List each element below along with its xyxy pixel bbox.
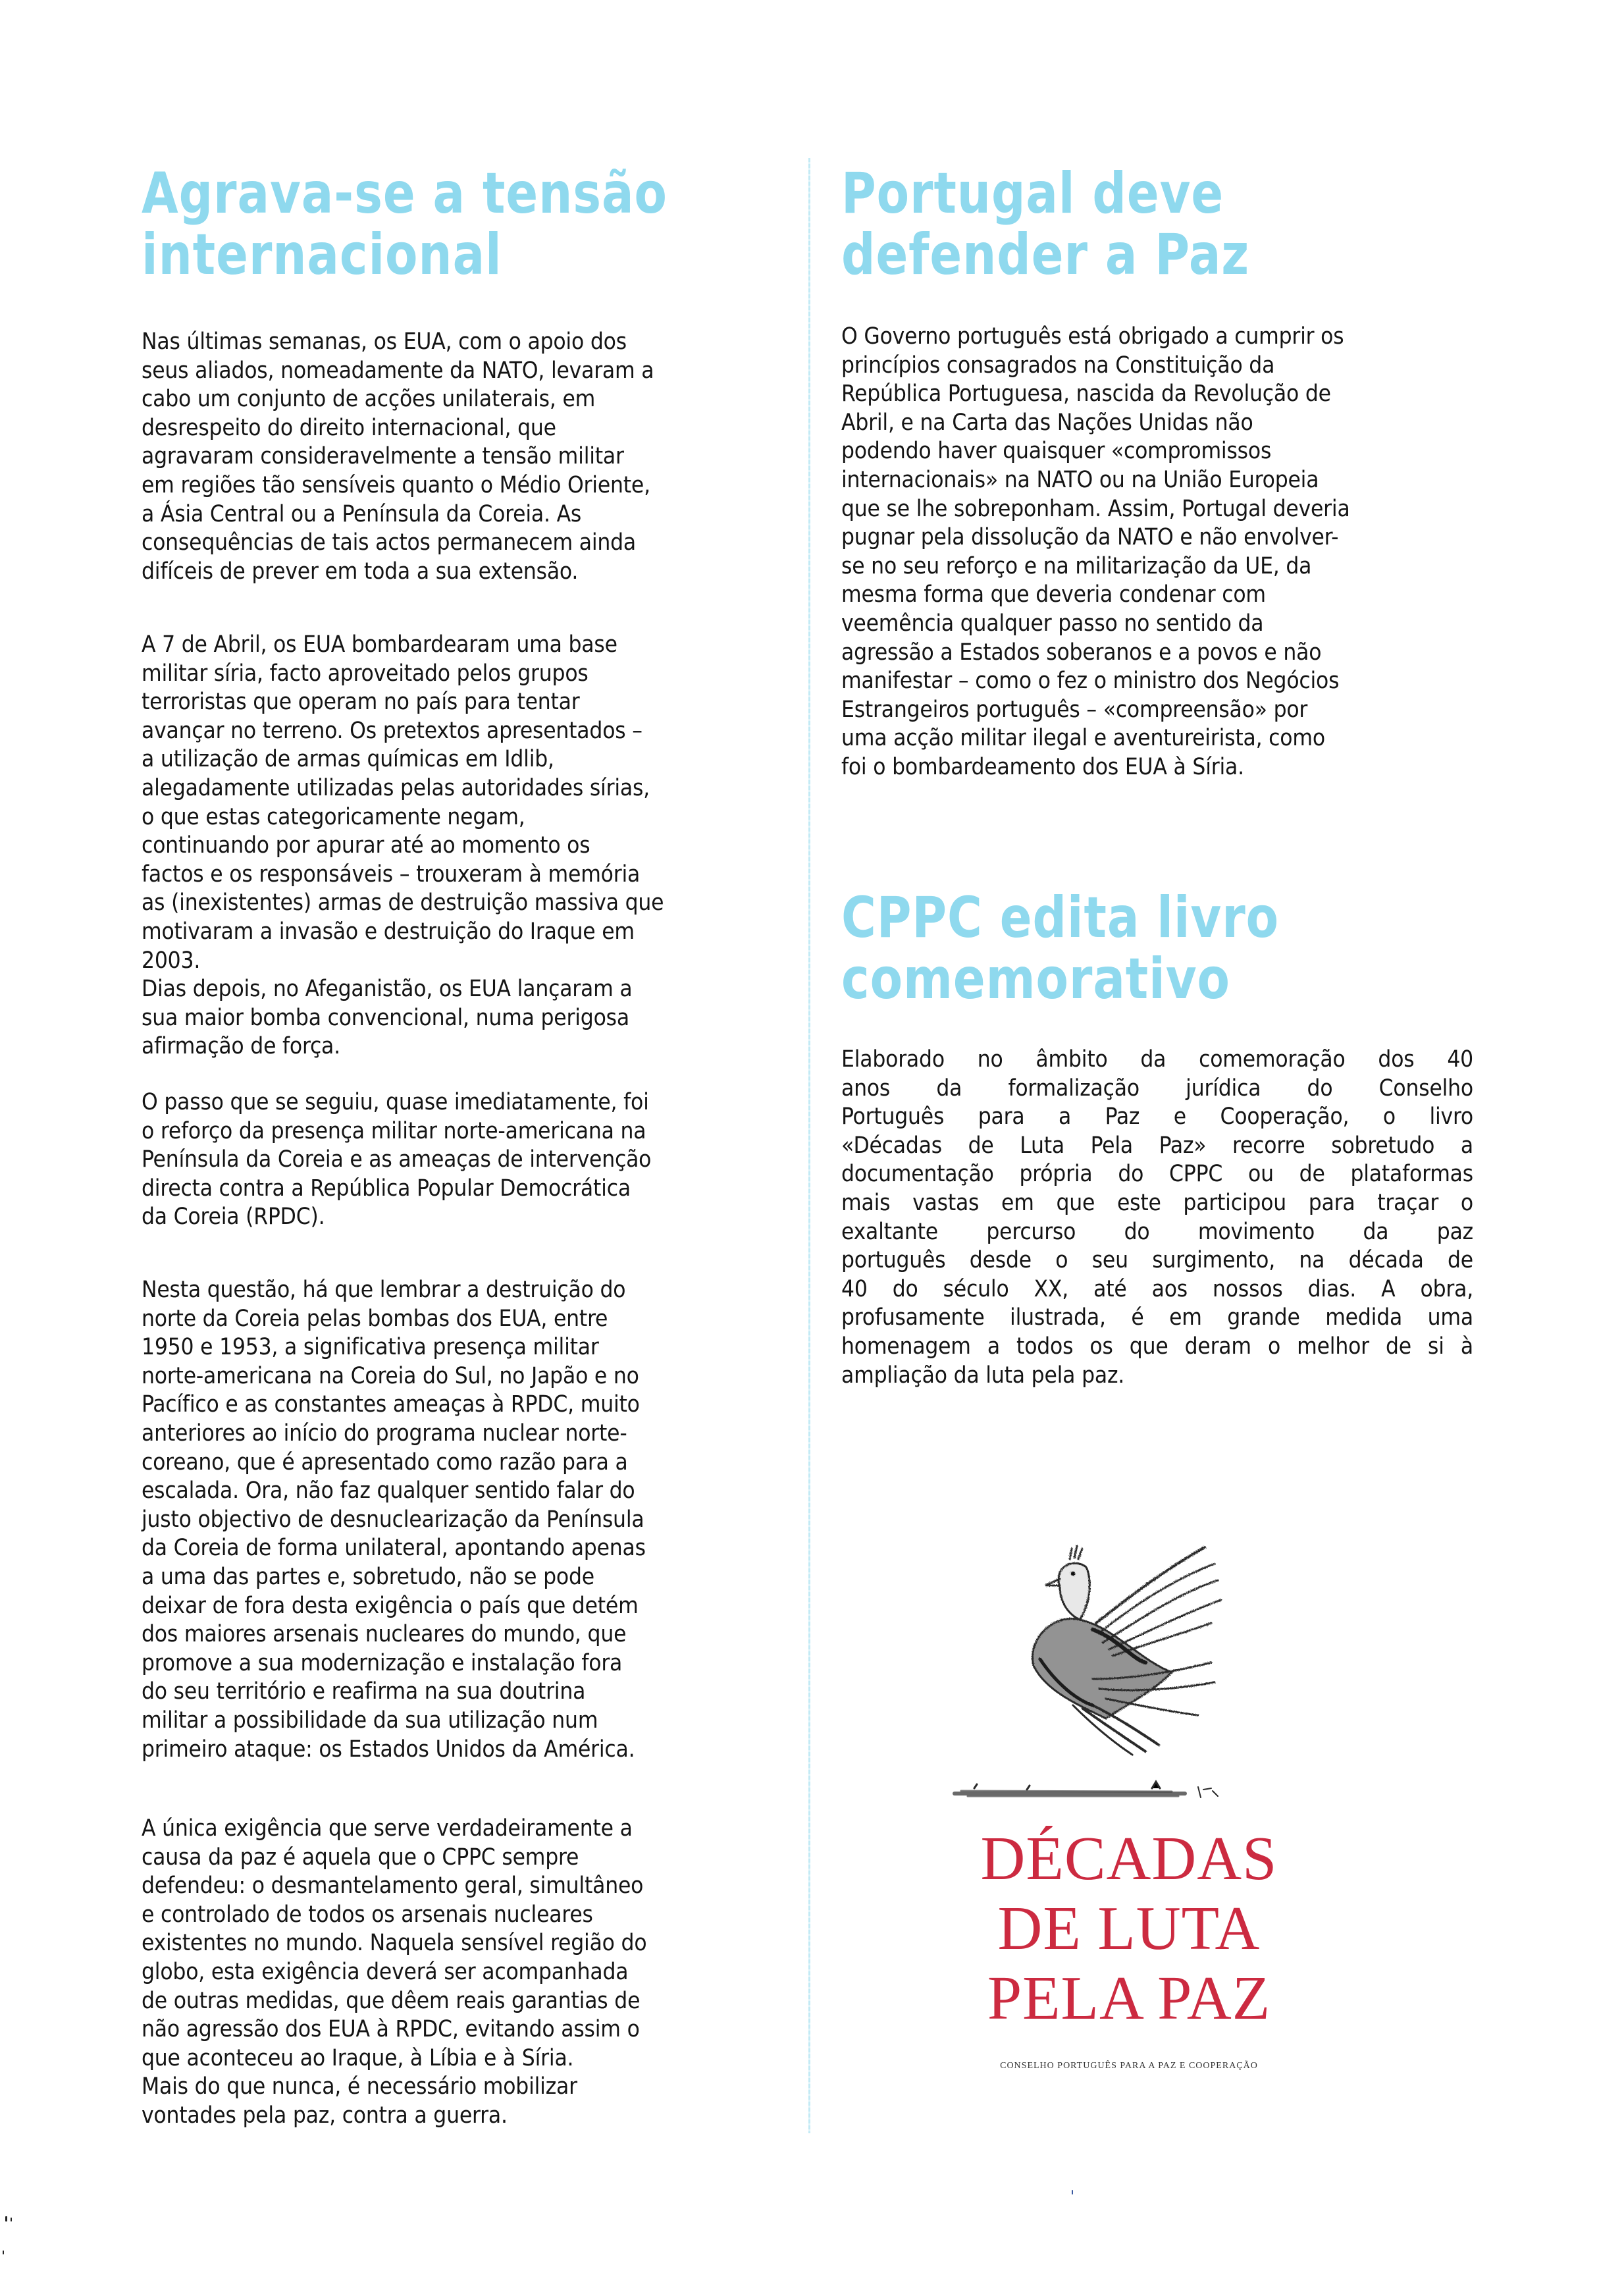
text-line: factos e os responsáveis – trouxeram à memória <box>142 861 641 888</box>
text-line: 1950 e 1953, a significativa presença militar <box>142 1334 599 1361</box>
text-line: causa da paz é aquela que o CPPC sempre <box>142 1844 579 1871</box>
text-line: agressão a Estados soberanos e a povos e não <box>841 639 1322 666</box>
text-line: dos maiores arsenais nucleares do mundo, que <box>142 1621 627 1648</box>
text-line: escalada. Ora, não faz qualquer sentido falar do <box>142 1477 635 1504</box>
text-line: afirmação de força. <box>142 1033 340 1060</box>
headline-line: defender a Paz <box>841 222 1250 288</box>
text-line: consequências de tais actos permanecem ainda <box>142 529 637 556</box>
column-divider <box>808 158 810 2133</box>
text-line: profusamente ilustrada, é em grande medida uma <box>841 1304 1473 1331</box>
text-line: O Governo português está obrigado a cumprir os <box>841 323 1344 350</box>
text-line: podendo haver quaisquer «compromissos <box>841 438 1272 465</box>
text-line: avançar no terreno. Os pretextos apresentados – <box>142 717 642 744</box>
text-line: que se lhe sobreponham. Assim, Portugal deveria <box>841 495 1350 522</box>
text-line: documentação própria do CPPC ou de plataformas <box>841 1161 1473 1188</box>
text-line: anos da formalização jurídica do Conselho <box>841 1075 1473 1102</box>
headline-cppc-edita <box>841 885 1280 1012</box>
book-title-line: PELA PAZ <box>987 1964 1271 2033</box>
text-line: justo objectivo de desnuclearização da Península <box>142 1506 644 1533</box>
text-line: Pacífico e as constantes ameaças à RPDC, muito <box>142 1391 640 1418</box>
text-line: uma acção militar ilegal e aventureirista, como <box>841 725 1325 752</box>
paragraph <box>142 1276 646 1764</box>
text-line: Nas últimas semanas, os EUA, com o apoio dos <box>142 329 627 355</box>
book-title-line: DE LUTA <box>997 1894 1261 1963</box>
text-line: A única exigência que serve verdadeiramente a <box>142 1815 633 1842</box>
text-line: e controlado de todos os arsenais nucleares <box>142 1901 593 1928</box>
text-line: anteriores ao início do programa nuclear norte- <box>142 1420 627 1447</box>
text-line: manifestar – como o fez o ministro dos Negócios <box>841 668 1340 695</box>
text-line: internacionais» na NATO ou na União Europeia <box>841 466 1319 493</box>
text-line: português desde o seu surgimento, na década de <box>841 1247 1473 1274</box>
text-line: desrespeito do direito internacional, que <box>142 414 556 441</box>
paragraph <box>142 1815 646 2131</box>
book-title <box>849 1824 1409 2033</box>
headline-line: Portugal deve <box>841 161 1224 226</box>
text-line: Nesta questão, há que lembrar a destruição do <box>142 1277 626 1303</box>
book-cover <box>849 1435 1409 2133</box>
text-line: República Portuguesa, nascida da Revolução de <box>841 381 1331 408</box>
text-line: princípios consagrados na Constituição da <box>841 352 1275 379</box>
text-line: em regiões tão sensíveis quanto o Médio Oriente, <box>142 471 650 498</box>
text-line: directa contra a República Popular Democrática <box>142 1175 631 1202</box>
text-line: a utilização de armas químicas em Idlib, <box>142 746 554 773</box>
text-line: mais vastas em que este participou para traçar o <box>841 1189 1473 1216</box>
text-line: existentes no mundo. Naquela sensível região do <box>142 1930 647 1957</box>
text-line: as (inexistentes) armas de destruição massiva que <box>142 890 664 917</box>
text-line: mesma forma que deveria condenar com <box>841 581 1266 608</box>
text-line: homenagem a todos os que deram o melhor de si à <box>841 1333 1473 1360</box>
text-line: defendeu: o desmantelamento geral, simultâneo <box>142 1873 644 1900</box>
text-line: da Coreia (RPDC). <box>142 1204 325 1231</box>
text-line: promove a sua modernização e instalação fora <box>142 1649 623 1676</box>
text-line: do seu território e reafirma na sua doutrina <box>142 1678 586 1705</box>
text-line: agravaram consideravelmente a tensão militar <box>142 443 624 470</box>
paragraph <box>142 1088 651 1232</box>
text-line: vontades pela paz, contra a guerra. <box>142 2102 508 2129</box>
text-line: deixar de fora desta exigência o país que detém <box>142 1592 639 1619</box>
text-line: motivaram a invasão e destruição do Iraque em <box>142 918 635 945</box>
text-line: não agressão dos EUA à RPDC, evitando assim o <box>142 2016 640 2043</box>
headline-portugal-deve <box>841 163 1249 286</box>
text-line: Mais do que nunca, é necessário mobilizar <box>142 2073 577 2100</box>
text-line: primeiro ataque: os Estados Unidos da América. <box>142 1736 635 1763</box>
text-line: 2003. <box>142 947 201 974</box>
dove-sketch-icon <box>961 1508 1270 1771</box>
text-line: sua maior bomba convencional, numa perigosa <box>142 1004 629 1031</box>
text-line: 40 do século XX, até aos nossos dias. A obra, <box>841 1275 1473 1302</box>
text-line: terroristas que operam no país para tentar <box>142 689 580 716</box>
headline-line: internacional <box>142 222 502 288</box>
text-line: veemência qualquer passo no sentido da <box>841 610 1264 637</box>
headline-line: Agrava-se a tensão <box>142 161 668 226</box>
text-line: a uma das partes e, sobretudo, não se pode <box>142 1563 594 1590</box>
ground-line-sketch <box>948 1778 1264 1804</box>
paragraph <box>841 323 1350 782</box>
text-line: Estrangeiros português – «compreensão» por <box>841 696 1308 723</box>
scan-speck <box>11 2218 12 2221</box>
text-line: continuando por apurar até ao momento os <box>142 832 590 859</box>
text-line: o que estas categoricamente negam, <box>142 803 525 830</box>
text-line: alegadamente utilizadas pelas autoridades sírias, <box>142 774 650 801</box>
text-line: pugnar pela dissolução da NATO e não envolver- <box>841 524 1339 551</box>
text-line: O passo que se seguiu, quase imediatamente, foi <box>142 1089 649 1115</box>
text-line: globo, esta exigência deverá ser acompanhada <box>142 1958 629 1985</box>
text-line: ampliação da luta pela paz. <box>841 1362 1125 1389</box>
scan-speck <box>1072 2190 1073 2195</box>
text-line: o reforço da presença militar norte-americana na <box>142 1117 646 1144</box>
text-line: cabo um conjunto de acções unilaterais, em <box>142 386 596 413</box>
headline-line: CPPC edita livro <box>841 885 1280 951</box>
text-line: seus aliados, nomeadamente da NATO, levaram a <box>142 357 654 384</box>
book-subtitle: CONSELHO PORTUGUÊS PARA A PAZ E COOPERAÇÃO <box>1000 2061 1258 2071</box>
text-line: exaltante percurso do movimento da paz <box>841 1218 1473 1245</box>
scan-speck <box>5 2216 7 2221</box>
text-line: se no seu reforço e na militarização da UE, da <box>841 552 1312 579</box>
text-line: norte-americana na Coreia do Sul, no Japão e no <box>142 1362 639 1389</box>
text-line: Português para a Paz e Cooperação, o livro <box>841 1104 1473 1131</box>
paragraph <box>142 631 664 1061</box>
text-line: A 7 de Abril, os EUA bombardearam uma base <box>142 631 617 658</box>
text-line: norte da Coreia pelas bombas dos EUA, entre <box>142 1305 608 1332</box>
headline-line: comemorativo <box>841 946 1230 1012</box>
paragraph-justified <box>841 1046 1473 1390</box>
paragraph <box>142 328 654 586</box>
text-line: da Coreia de forma unilateral, apontando apenas <box>142 1535 646 1562</box>
headline-agrava-se <box>142 163 668 286</box>
text-line: de outras medidas, que dêem reais garantias de <box>142 1987 641 2014</box>
text-line: foi o bombardeamento dos EUA à Síria. <box>841 753 1244 780</box>
book-title-line: DÉCADAS <box>980 1824 1278 1893</box>
text-line: difíceis de prever em toda a sua extensão. <box>142 558 579 585</box>
text-line: militar a possibilidade da sua utilização num <box>142 1707 598 1734</box>
text-line: que aconteceu ao Iraque, à Líbia e à Síria. <box>142 2044 574 2071</box>
text-line: Península da Coreia e as ameaças de intervenção <box>142 1146 652 1173</box>
text-line: militar síria, facto aproveitado pelos grupos <box>142 660 589 687</box>
text-line: Dias depois, no Afeganistão, os EUA lançaram a <box>142 976 633 1003</box>
text-line: coreano, que é apresentado como razão para a <box>142 1449 628 1476</box>
text-line: Elaborado no âmbito da comemoração dos 40 <box>841 1046 1473 1073</box>
text-line: a Ásia Central ou a Península da Coreia. As <box>142 500 582 527</box>
scan-speck <box>3 2250 4 2254</box>
text-line: Abril, e na Carta das Nações Unidas não <box>841 409 1253 436</box>
text-line: «Décadas de Luta Pela Paz» recorre sobretudo a <box>841 1132 1473 1159</box>
